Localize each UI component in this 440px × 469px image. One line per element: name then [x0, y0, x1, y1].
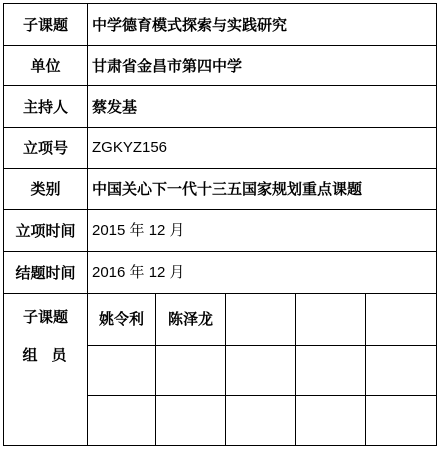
member-cell	[226, 294, 296, 346]
member-cell	[366, 294, 437, 346]
member-cell-empty	[156, 396, 226, 446]
unit-value: 甘肃省金昌市第四中学	[88, 46, 437, 86]
subtopic-label: 子课题	[4, 4, 88, 46]
completion-date-value: 2016 年 12 月	[88, 252, 437, 294]
member-cell-empty	[296, 396, 366, 446]
project-info-table	[3, 3, 437, 446]
member-cell-empty	[88, 346, 156, 396]
member-cell-empty	[366, 346, 437, 396]
member-cell	[296, 294, 366, 346]
members-label-line2: 组员	[22, 346, 81, 364]
approval-date-value: 2015 年 12 月	[88, 210, 437, 252]
row-category	[4, 169, 437, 210]
row-unit	[4, 46, 437, 86]
subtopic-value: 中学德育模式探索与实践研究	[88, 4, 437, 46]
host-value: 蔡发基	[88, 86, 437, 128]
row-project-number	[4, 128, 437, 169]
members-label-line1: 子课题	[22, 308, 68, 326]
member-cell-empty	[156, 346, 226, 396]
member-cell-empty	[296, 346, 366, 396]
member-cell-empty	[88, 396, 156, 446]
member-cell-empty	[226, 396, 296, 446]
member-cell	[156, 294, 226, 346]
member-cell-empty	[366, 396, 437, 446]
row-completion-date	[4, 252, 437, 294]
row-host	[4, 86, 437, 128]
unit-label: 单位	[4, 46, 88, 86]
category-value: 中国关心下一代十三五国家规划重点课题	[88, 169, 437, 210]
completion-date-label: 结题时间	[4, 252, 88, 294]
project-number-value: ZGKYZ156	[88, 128, 437, 169]
row-subtopic	[4, 4, 437, 46]
category-label: 类别	[4, 169, 88, 210]
member-cell-empty	[226, 346, 296, 396]
project-number-label: 立项号	[4, 128, 88, 169]
member-cell	[88, 294, 156, 346]
approval-date-label: 立项时间	[4, 210, 88, 252]
member-name: 陈泽龙	[167, 310, 213, 328]
members-label	[4, 294, 88, 446]
row-approval-date	[4, 210, 437, 252]
host-label: 主持人	[4, 86, 88, 128]
row-members-1	[4, 294, 437, 346]
member-name: 姚令利	[98, 310, 144, 328]
